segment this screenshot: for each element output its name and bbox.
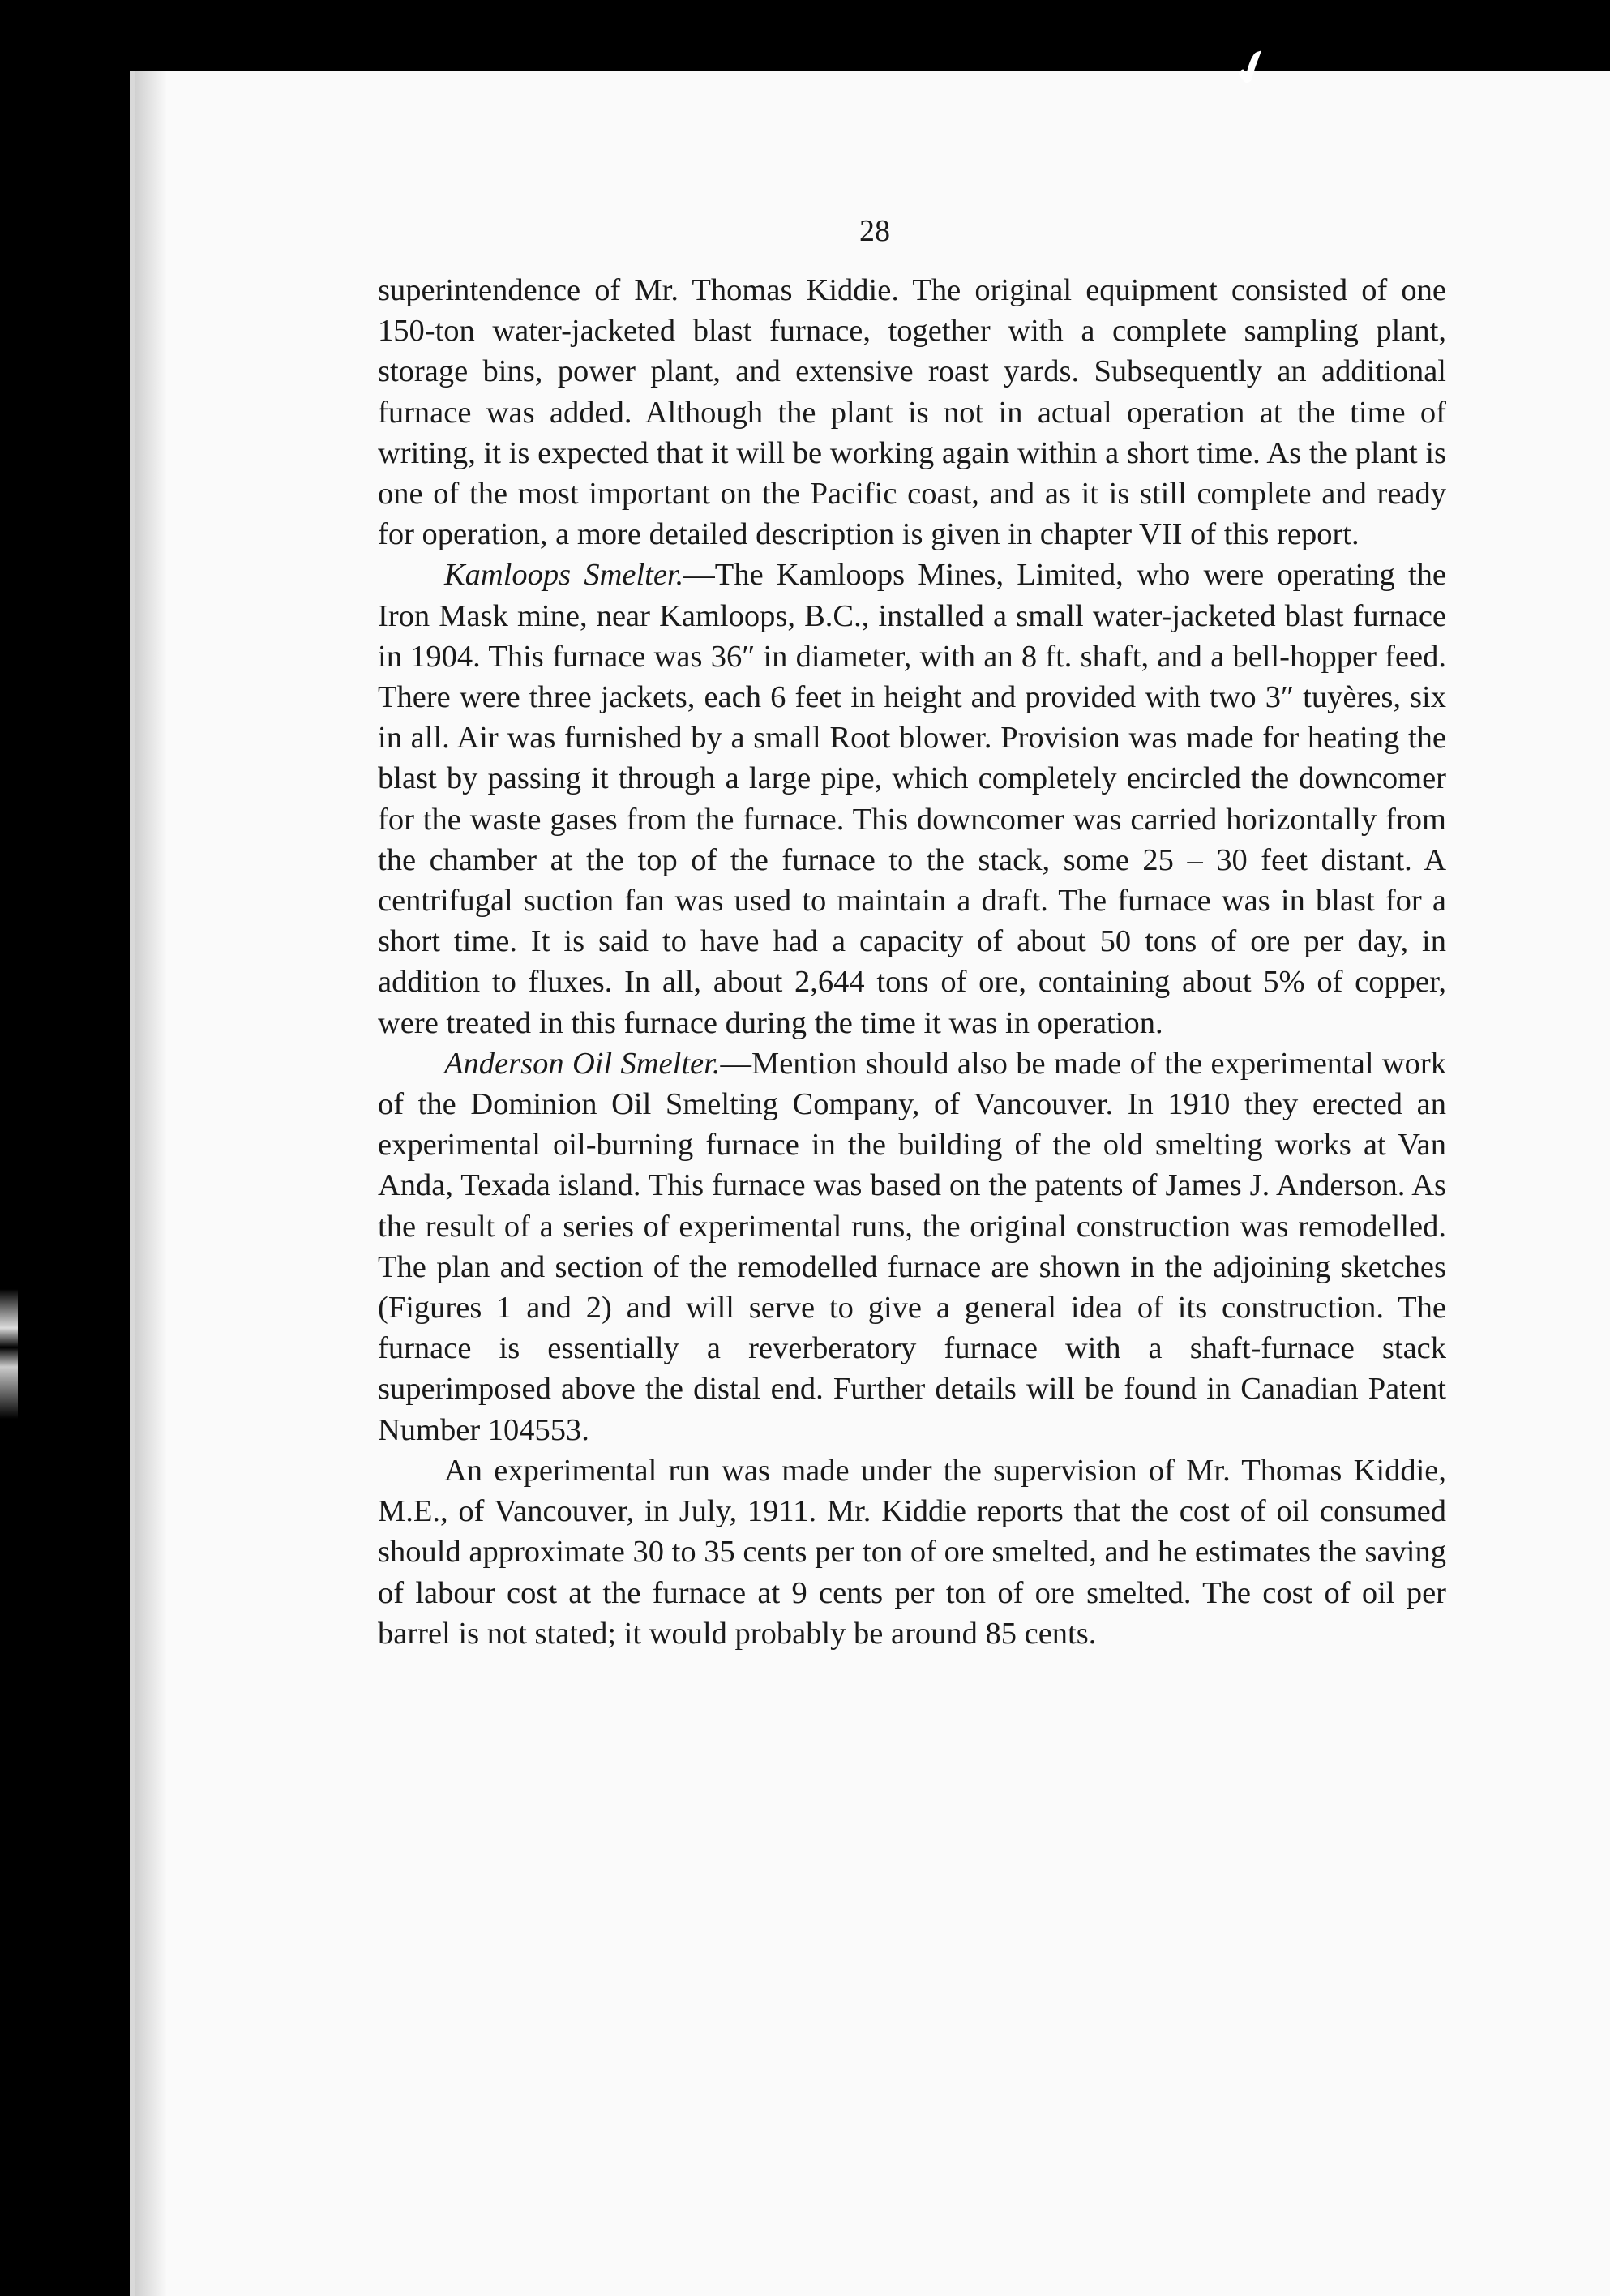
paragraph-anderson-oil-smelter [378, 1043, 1446, 1450]
paragraph-kamloops-smelter [378, 555, 1446, 1043]
paragraph-text: —The Kamloops Mines, Limited, who were operating the Iron Mask mine, near Kamloops, B.C., installed a small water-jacketed blast furnace in 1904. This furnace was 36″ in diameter, with an 8 ft. shaft, and a bell-hopper feed. There were three jackets, each 6 feet in height and provided with two 3″ tuyères, six in all. Air was furnished by a small Root blower. Provision was made for heating the blast by passing it through a large pipe, which completely encircled the downcomer for the waste gases from the furnace. This downcomer was carried horizontally from the chamber at the top of the furnace to the stack, some 25 – 30 feet distant. A centrifugal suction fan was used to maintain a draft. The furnace was in blast for a short time. It is said to have had a capacity of about 50 tons of ore per day, in addition to fluxes. In all, about 2,644 tons of ore, containing about 5% of copper, were treated in this furnace during the time it was in operation. [378, 558, 1447, 1040]
body-text [378, 270, 1446, 1654]
section-heading-anderson: Anderson Oil Smelter. [444, 1046, 721, 1081]
section-heading-kamloops: Kamloops Smelter. [444, 558, 684, 593]
paragraph-experimental-run [378, 1450, 1446, 1654]
paragraph-text: —Mention should also be made of the experimental work of the Dominion Oil Smelting Company, of Vancouver. In 1910 they erected an experimental oil-burning furnace in the building of the old smelting works at Van Anda, Texada island. This furnace was based on the patents of James J. Anderson. As the result of a series of experimental runs, the original construction was remodelled. The plan and section of the remodelled furnace are shown in the adjoining sketches (Figures 1 and 2) and will serve to give a general idea of its construction. The furnace is essentially a reverberatory furnace with a shaft-furnace stack superimposed above the distal end. Further details will be found in Canadian Patent Number 104553. [378, 1046, 1447, 1447]
document-page [130, 71, 1610, 2296]
check-mark-icon: ✔ [1223, 35, 1280, 101]
paragraph-continuation [378, 270, 1446, 555]
page-fold-shadow [135, 71, 167, 2296]
page-number: 28 [859, 214, 890, 248]
paragraph-text: An experimental run was made under the supervision of Mr. Thomas Kiddie, M.E., of Vancouver, in July, 1911. Mr. Kiddie reports that the cost of oil consumed should approximate 30 to 35 cents per ton of ore smelted, and he estimates the saving of labour cost at the furnace at 9 cents per ton of ore smelted. The cost of oil per barrel is not stated; it would probably be around 85 cents. [378, 1453, 1446, 1651]
paragraph-text: superintendence of Mr. Thomas Kiddie. The original equipment consisted of one 150-ton water-jacketed blast furnace, together with a complete sampling plant, storage bins, power plant, and extensive roast yards. Subsequently an additional furnace was added. Although the plant is not in actual operation at the time of writing, it is expected that it will be working again within a short time. As the plant is one of the most important on the Pacific coast, and as it is still complete and ready for operation, a more detailed description is given in chapter VII of this report. [378, 273, 1446, 552]
scan-edge-artifact [0, 1289, 18, 1419]
